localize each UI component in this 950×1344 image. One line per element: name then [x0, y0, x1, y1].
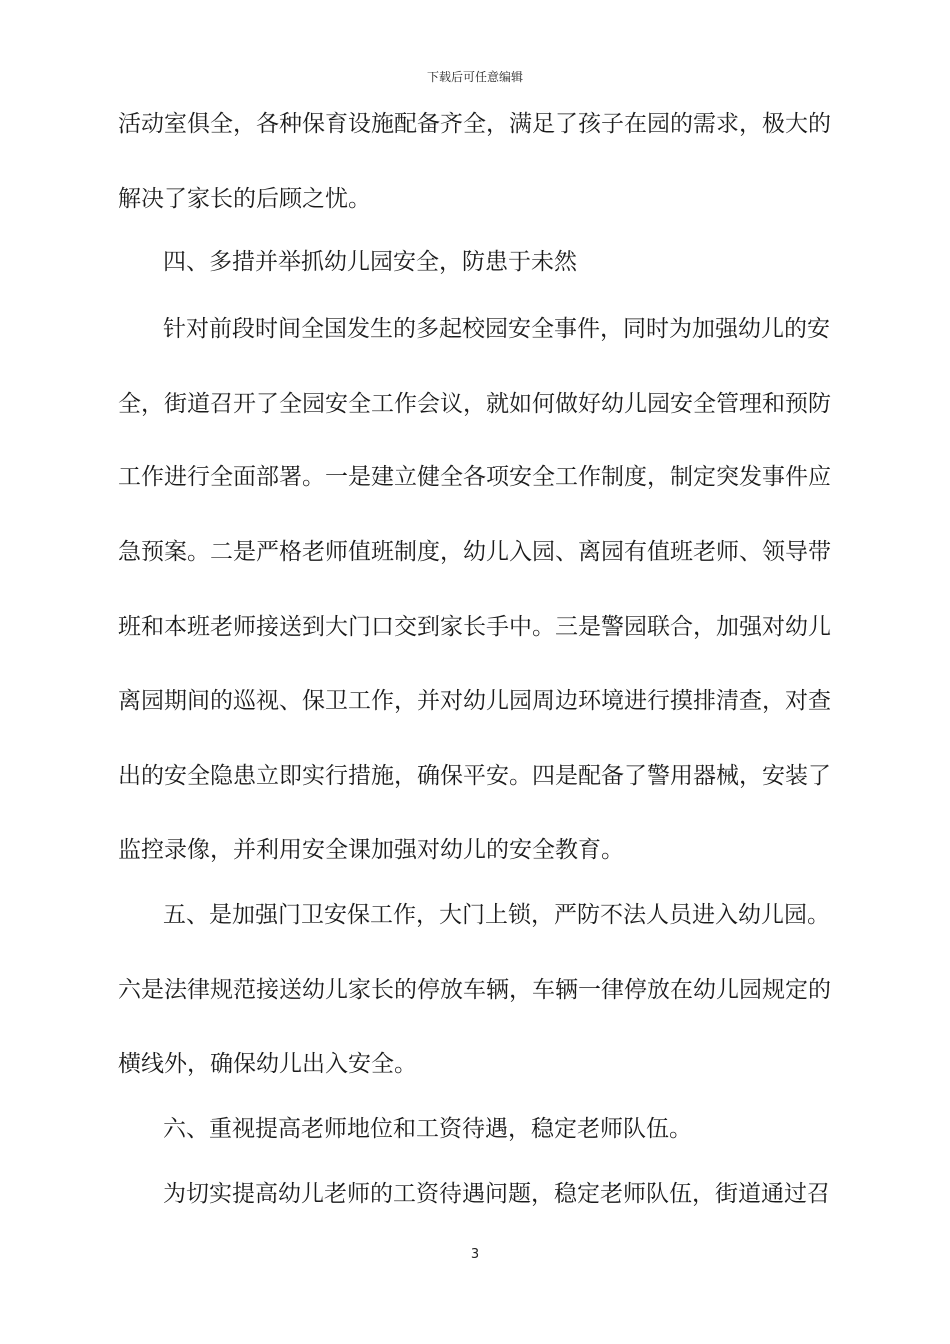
text-line: 离园期间的巡视、保卫工作，并对幼儿园周边环境进行摸排清查，对查 [118, 688, 831, 714]
text-line: 班和本班老师接送到大门口交到家长手中。三是警园联合，加强对幼儿 [118, 614, 831, 640]
section-heading: 四、多措并举抓幼儿园安全，防患于未然 [163, 249, 577, 275]
text-line: 全，街道召开了全园安全工作会议，就如何做好幼儿园安全管理和预防 [118, 391, 831, 417]
text-line: 横线外，确保幼儿出入安全。 [118, 1051, 417, 1077]
text-line: 监控录像，并利用安全课加强对幼儿的安全教育。 [118, 837, 624, 863]
text-line: 针对前段时间全国发生的多起校园安全事件，同时为加强幼儿的安 [163, 316, 830, 342]
text-line: 六是法律规范接送幼儿家长的停放车辆，车辆一律停放在幼儿园规定的 [118, 977, 831, 1003]
section-heading: 六、重视提高老师地位和工资待遇，稳定老师队伍。 [163, 1116, 692, 1142]
text-line: 急预案。二是严格老师值班制度，幼儿入园、离园有值班老师、领导带 [118, 539, 831, 565]
page-header: 下载后可任意编辑 [426, 70, 523, 84]
text-line: 出的安全隐患立即实行措施，确保平安。四是配备了警用器械，安装了 [118, 763, 831, 789]
section-heading: 五、是加强门卫安保工作，大门上锁，严防不法人员进入幼儿园。 [163, 902, 830, 928]
page-number: 3 [470, 1247, 480, 1262]
text-line: 为切实提高幼儿老师的工资待遇问题，稳定老师队伍，街道通过召 [163, 1181, 830, 1207]
text-line: 工作进行全面部署。一是建立健全各项安全工作制度，制定突发事件应 [118, 464, 831, 490]
text-line: 解决了家长的后顾之忧。 [118, 186, 371, 212]
text-line: 活动室俱全，各种保育设施配备齐全，满足了孩子在园的需求，极大的 [118, 111, 831, 137]
